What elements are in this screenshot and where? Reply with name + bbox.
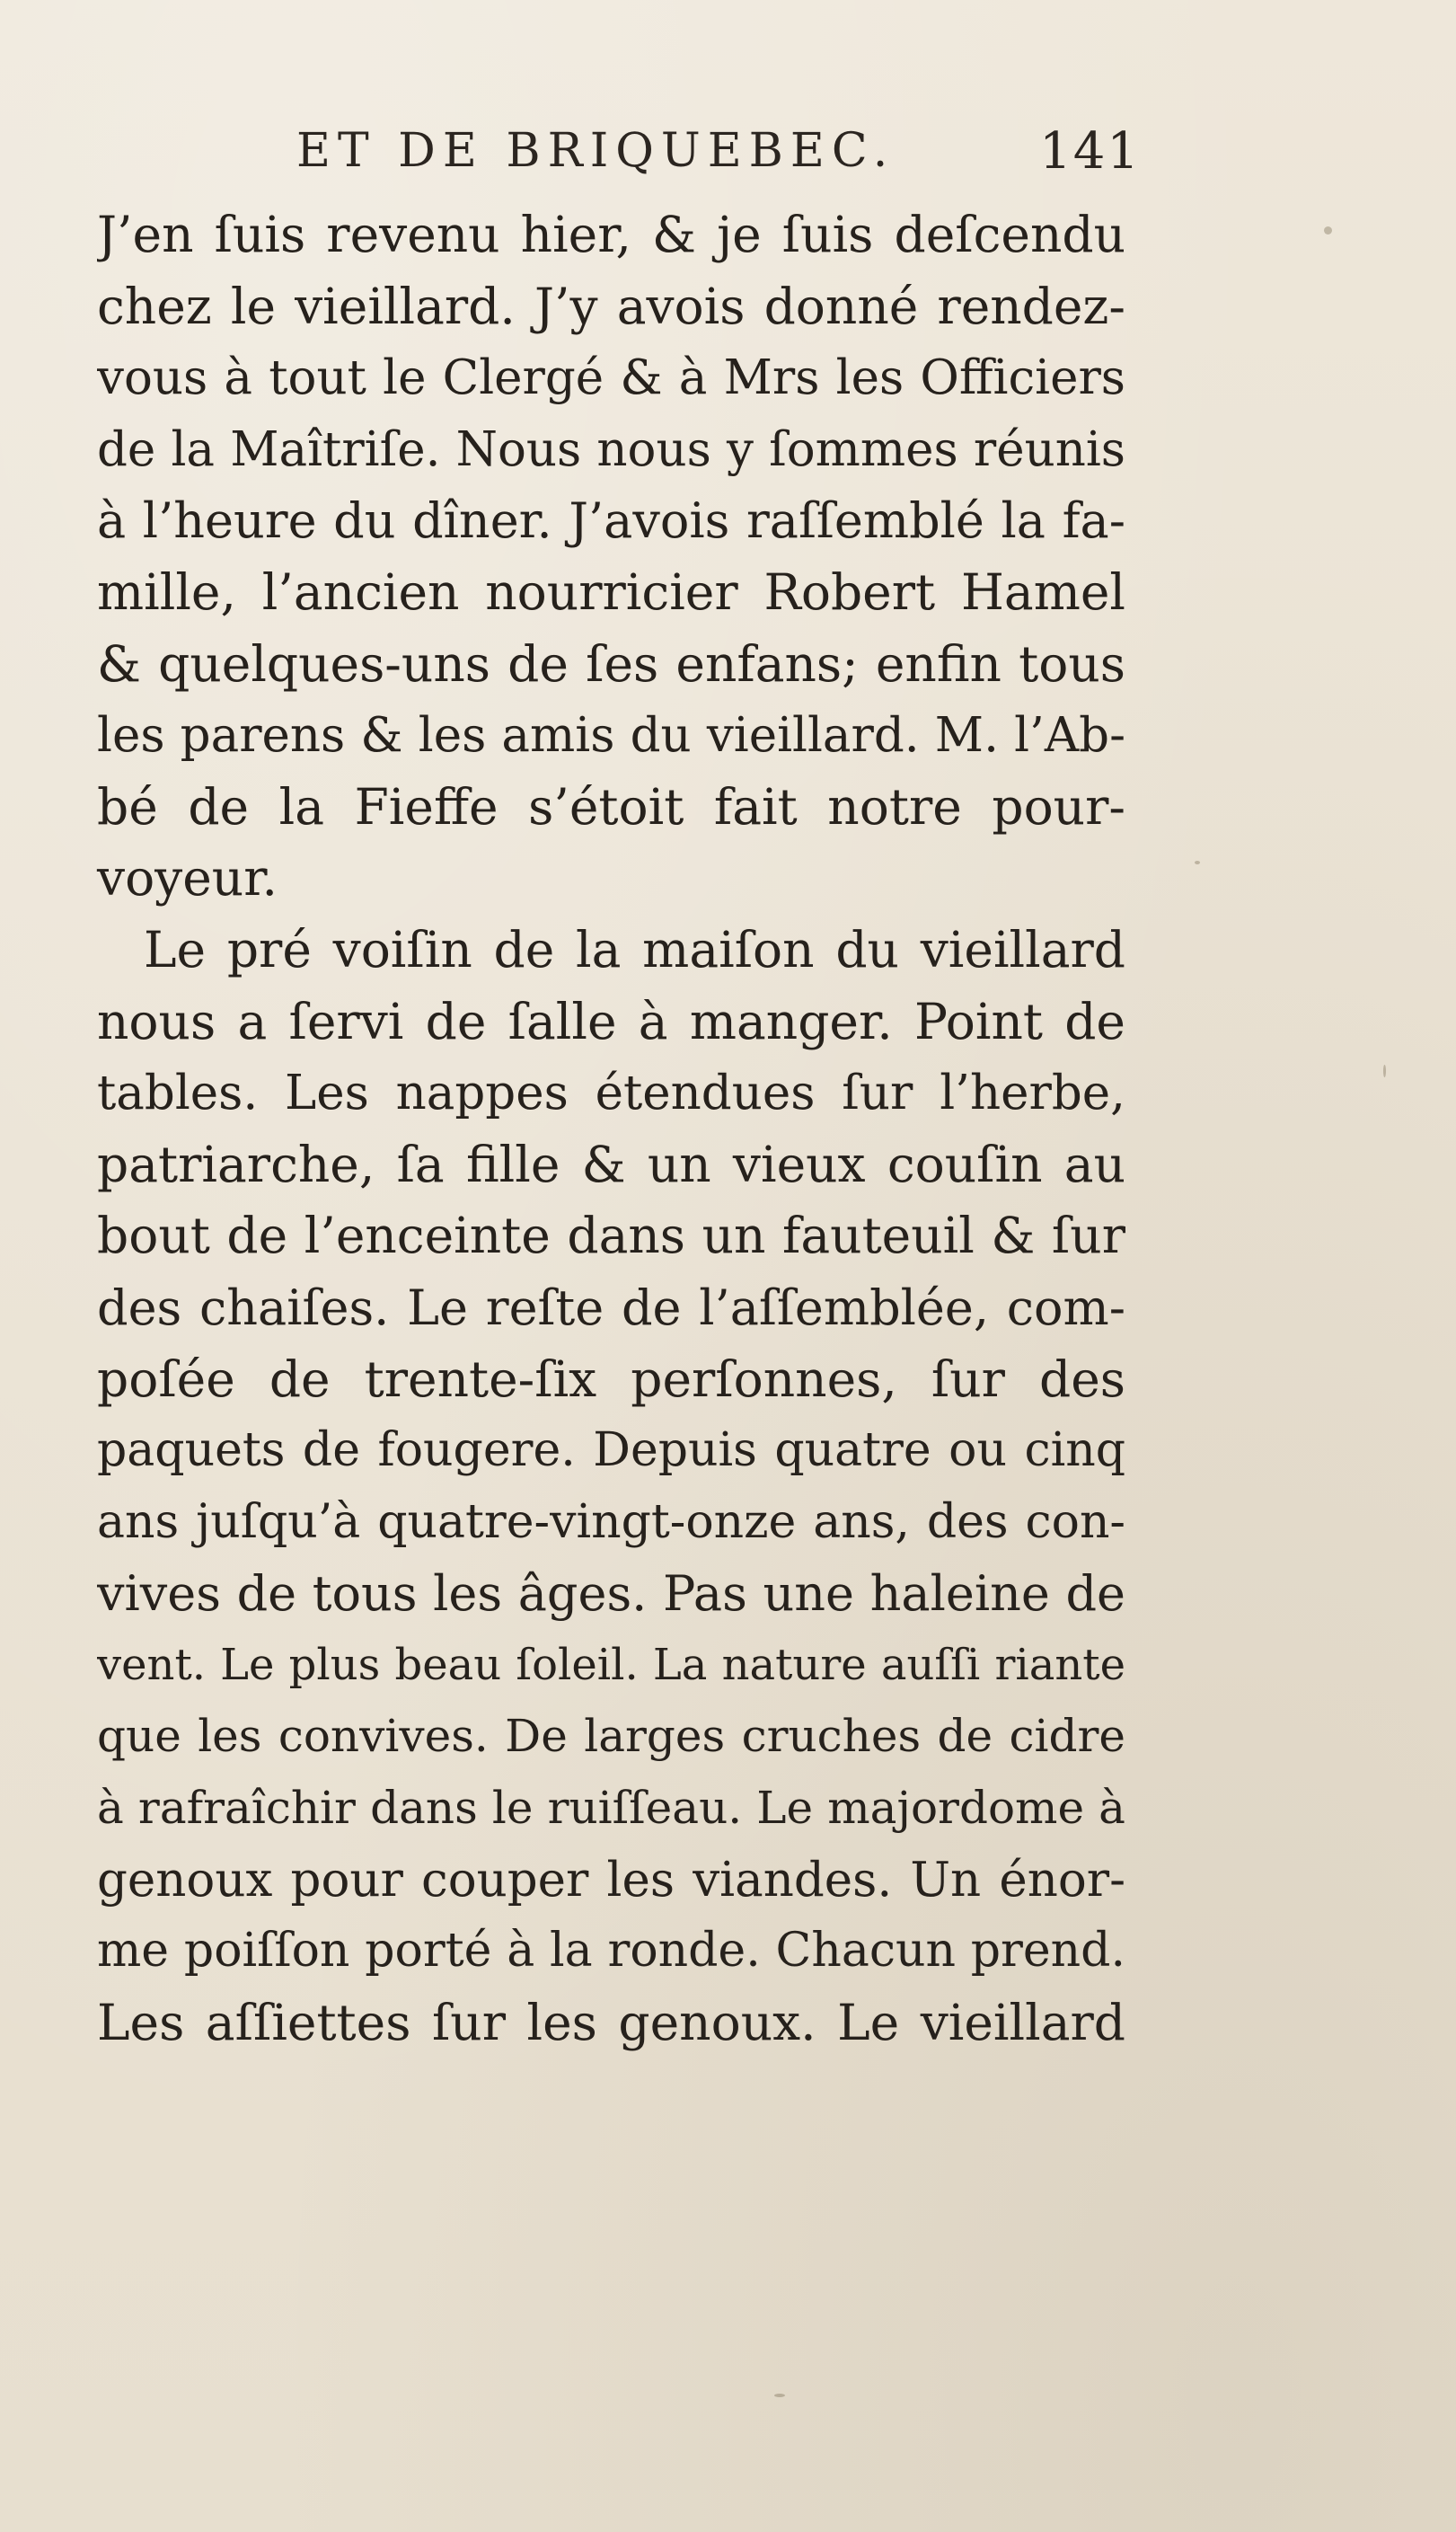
text-line: bout de l’enceinte dans un fauteuil & ſur xyxy=(97,1207,1125,1265)
text-line: bé de la Fieffe s’étoit fait notre pour- xyxy=(97,777,1125,836)
paper-speck xyxy=(774,2394,785,2397)
text-line: que les convives. De larges cruches de cidre xyxy=(97,1710,1125,1763)
text-line: ans juſqu’à quatre-vingt-onze ans, des con- xyxy=(97,1494,1125,1549)
text-line: tables. Les nappes étendues ſur l’herbe, xyxy=(97,1066,1125,1121)
paper-speck xyxy=(1383,1065,1386,1077)
text-line: Les aſſiettes ſur les genoux. Le vieillard xyxy=(97,1993,1125,2051)
text-line: les parens & les amis du vieillard. M. l’Ab- xyxy=(97,708,1125,764)
text-line: vous à tout le Clergé & à Mrs les Officiers xyxy=(97,350,1125,406)
text-line: vent. Le plus beau ſoleil. La nature auſſi riante xyxy=(97,1639,1125,1690)
text-line: des chaiſes. Le reſte de l’aſſemblée, com- xyxy=(97,1279,1125,1336)
running-head xyxy=(296,115,1141,187)
text-line: chez le vieillard. J’y avois donné rendez- xyxy=(97,277,1125,335)
text-line: J’en ſuis revenu hier, & je ſuis deſcendu xyxy=(97,206,1125,263)
paper-speck xyxy=(1324,226,1332,235)
text-line: à rafraîchir dans le ruiſſeau. Le majordome à xyxy=(97,1782,1125,1835)
text-line: genoux pour couper les viandes. Un énor- xyxy=(97,1852,1125,1908)
body-text xyxy=(97,199,1125,2058)
page-number: 141 xyxy=(1039,122,1141,181)
text-line: vives de tous les âges. Pas une haleine de xyxy=(97,1565,1125,1623)
text-line: & quelques-uns de ſes enfans; enfin tous xyxy=(97,634,1125,693)
text-line: poſée de trente-ſix perſonnes, ſur des xyxy=(97,1350,1125,1408)
text-line: paquets de fougere. Depuis quatre ou cinq xyxy=(97,1423,1125,1478)
text-line: mille, l’ancien nourricier Robert Hamel xyxy=(97,562,1125,621)
paper-speck xyxy=(1195,861,1200,864)
text-line: de la Maîtriſe. Nous nous y ſommes réunis xyxy=(97,421,1125,477)
text-line: nous a ſervi de ſalle à manger. Point de xyxy=(97,992,1125,1050)
text-line: à l’heure du dîner. J’avois raſſemblé la fa- xyxy=(97,492,1125,550)
text-line: voyeur. xyxy=(97,849,278,907)
running-head-title: ET DE BRIQUEBEC. xyxy=(296,124,896,178)
text-line: me poiſſon porté à la ronde. Chacun prend. xyxy=(97,1924,1125,1979)
text-line: patriarche, ſa fille & un vieux couſin au xyxy=(97,1135,1125,1193)
text-line: Le pré voiſin de la maiſon du vieillard xyxy=(144,920,1125,978)
